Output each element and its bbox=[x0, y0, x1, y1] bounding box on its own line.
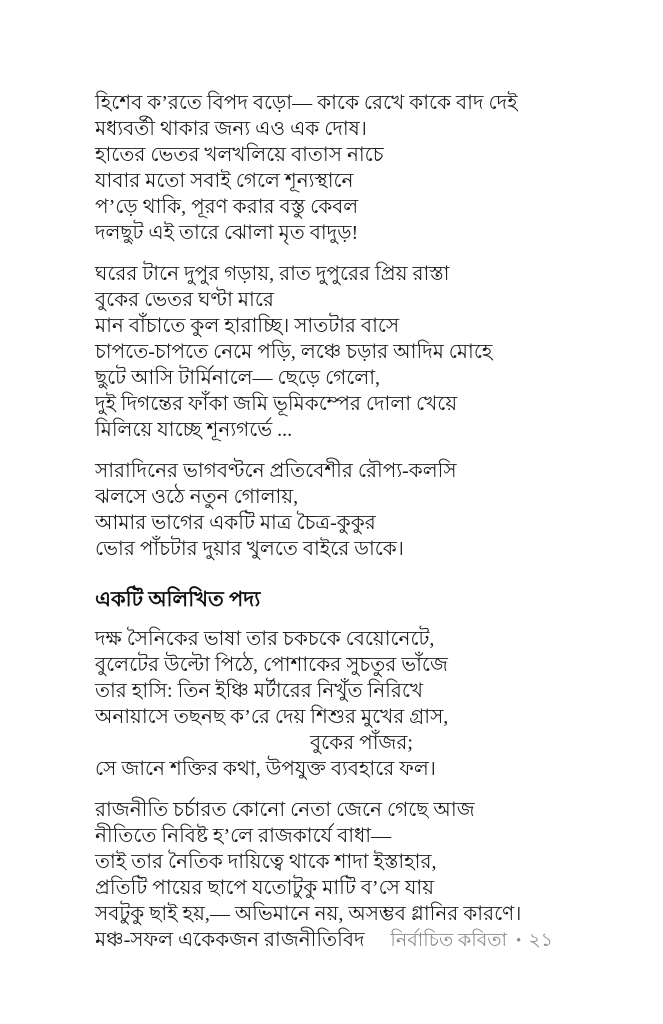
poem-line: সারাদিনের ভাগবণ্টনে প্রতিবেশীর রৌপ্য-কলসি bbox=[95, 460, 457, 482]
page-footer bbox=[95, 929, 553, 953]
poem-line: মঞ্চ-সফল একেকজন রাজনীতিবিদ bbox=[95, 929, 365, 951]
poem-line: তাই তার নৈতিক দায়িত্বে থাকে শাদা ইস্তাহার, bbox=[95, 851, 437, 873]
poem-line: ভোর পাঁচটার দুয়ার খুলতে বাইরে ডাকে। bbox=[95, 538, 404, 560]
poem-line: যাবার মতো সবাই গেলে শূন্যস্থানে bbox=[95, 170, 354, 192]
poem-line: দক্ষ সৈনিকের ভাষা তার চকচকে বেয়োনেটে, bbox=[95, 628, 435, 650]
poem-line: দুই দিগন্তের ফাঁকা জমি ভূমিকম্পের দোলা খেয়ে bbox=[95, 393, 458, 415]
bullet-separator-icon: • bbox=[516, 933, 522, 949]
book-title: নির্বাচিত কবিতা bbox=[390, 930, 508, 951]
poem-line: রাজনীতি চর্চারত কোনো নেতা জেনে গেছে আজ bbox=[95, 799, 475, 821]
poem-line: তার হাসি: তিন ইঞ্চি মর্টারের নিখুঁত নিরিখে bbox=[95, 680, 424, 702]
poem-line: মধ্যবর্তী থাকার জন্য এও এক দোষ। bbox=[95, 118, 367, 140]
poem-line: চাপতে-চাপতে নেমে পড়ি, লঞ্চে চড়ার আদিম মোহে bbox=[95, 341, 493, 363]
poem-line: সবটুকু ছাই হয়,— অভিমানে নয়, অসম্ভব গ্লানির কারণে। bbox=[95, 903, 522, 925]
page-number: ২১ bbox=[528, 930, 553, 951]
poem-line: হিশেব ক’রতে বিপদ বড়ো— কাকে রেখে কাকে বাদ দেই bbox=[95, 92, 518, 114]
poem-line: অনায়াসে তছনছ ক’রে দেয় শিশুর মুখের গ্রাস, bbox=[95, 706, 449, 728]
poem-body bbox=[95, 90, 553, 968]
poem-line: ছুটে আসি টার্মিনালে— ছেড়ে গেলো, bbox=[95, 367, 381, 389]
stanza bbox=[95, 261, 553, 443]
stanza bbox=[95, 458, 553, 562]
poem-line: নীতিতে নিবিষ্ট হ’লে রাজকার্যে বাধা— bbox=[95, 825, 392, 847]
poem-line: ঝলসে ওঠে নতুন গোলায়, bbox=[95, 486, 299, 508]
poem-line: বুলেটের উল্টো পিঠে, পোশাকের সুচতুর ভাঁজে bbox=[95, 654, 448, 676]
stanza bbox=[95, 90, 553, 246]
stanza bbox=[95, 626, 553, 782]
poem-line: প্রতিটি পায়ের ছাপে যতোটুকু মাটি ব’সে যায় bbox=[95, 877, 435, 899]
poem-line: হাতের ভেতর খলখলিয়ে বাতাস নাচে bbox=[95, 144, 384, 166]
poem-line: মান বাঁচাতে কুল হারাচ্ছি। সাতটার বাসে bbox=[95, 315, 400, 337]
poem-line: ঘরের টানে দুপুর গড়ায়, রাত দুপুরের প্রিয় রাস্তা bbox=[95, 263, 450, 285]
poem-line: বুকের ভেতর ঘণ্টা মারে bbox=[95, 289, 274, 311]
poem-line: মিলিয়ে যাচ্ছে শূন্যগর্ভে ... bbox=[95, 419, 293, 441]
poem-line: আমার ভাগের একটি মাত্র চৈত্র-কুকুর bbox=[95, 512, 376, 534]
poem-title: একটি অলিখিত পদ্য bbox=[95, 587, 261, 611]
poem-line: সে জানে শক্তির কথা, উপযুক্ত ব্যবহারে ফল। bbox=[95, 758, 436, 780]
poem-line-indented: বুকের পাঁজর; bbox=[310, 732, 413, 754]
poem-line: দলছুট এই তারে ঝোলা মৃত বাদুড়! bbox=[95, 222, 359, 244]
poem-line: প’ড়ে থাকি, পূরণ করার বস্তু কেবল bbox=[95, 196, 359, 218]
